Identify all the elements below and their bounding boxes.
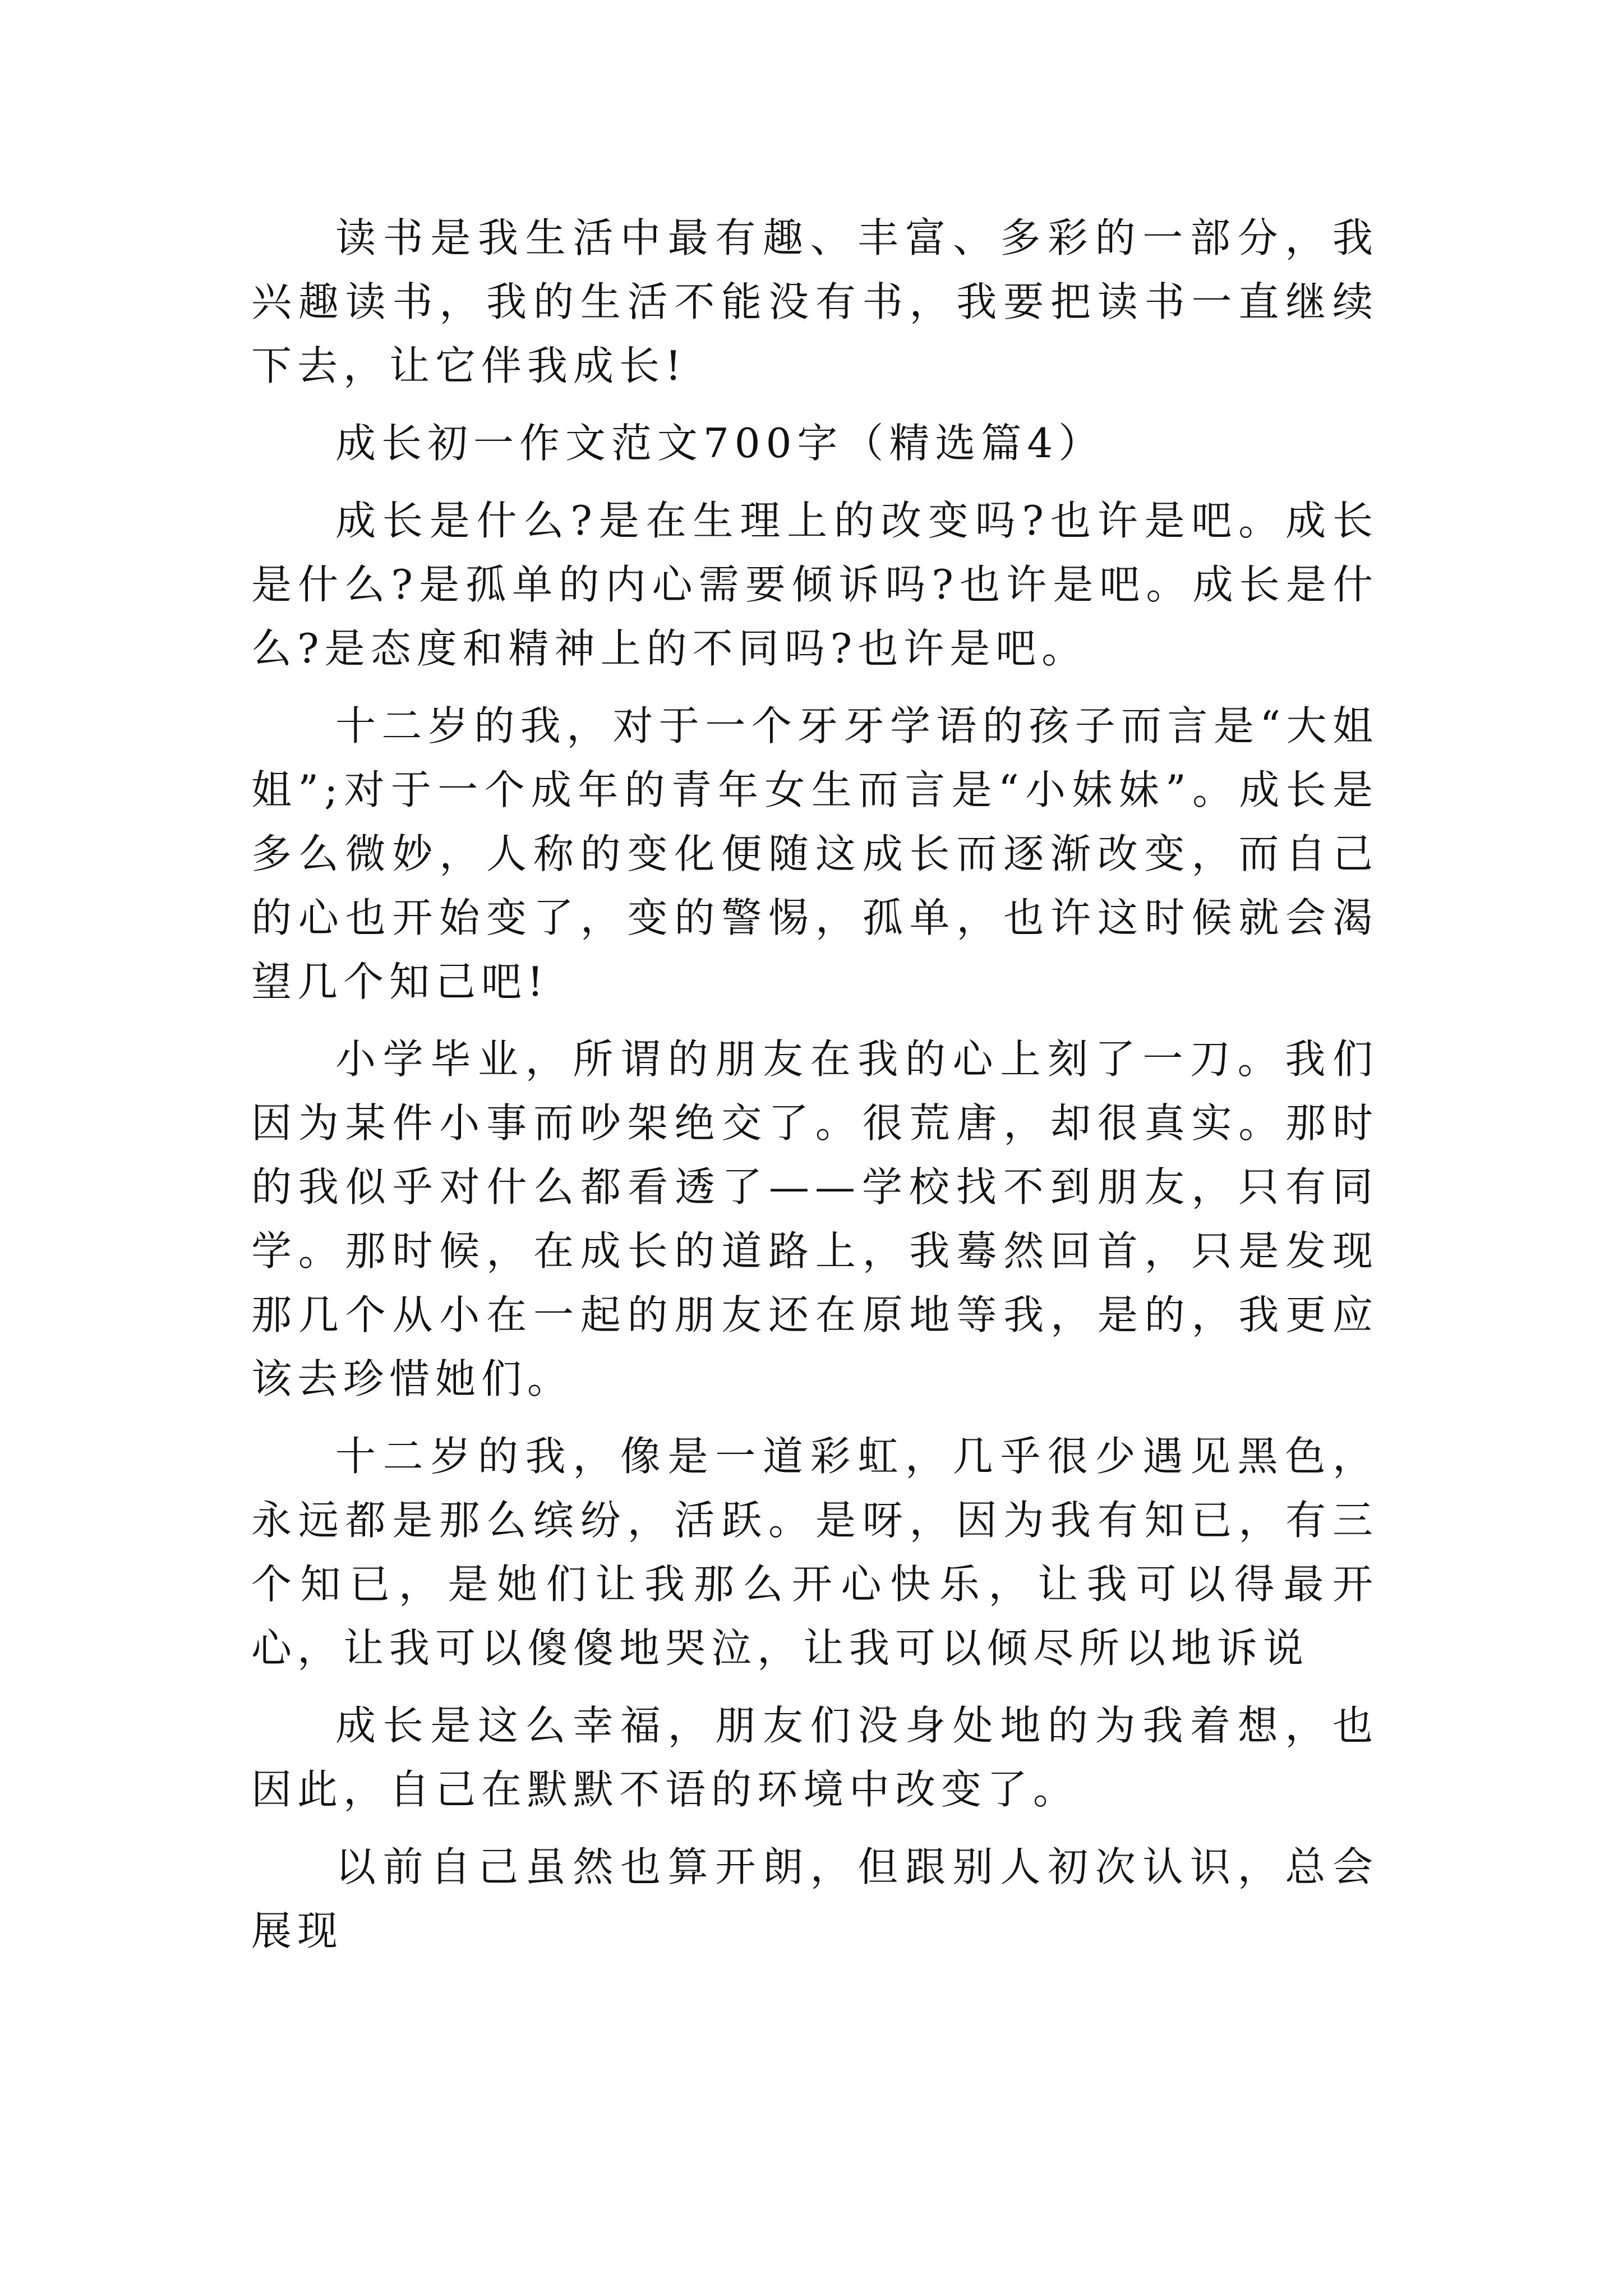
document-body xyxy=(251,206,1378,1976)
paragraph-reading: 读书是我生活中最有趣、丰富、多彩的一部分，我兴趣读书，我的生活不能没有书，我要把读书一直继续下去，让它伴我成长! xyxy=(251,214,1378,389)
paragraph-what-is-growth: 成长是什么?是在生理上的改变吗?也许是吧。成长是什么?是孤单的内心需要倾诉吗?也许是吧。成长是什么?是态度和精神上的不同吗?也许是吧。 xyxy=(251,497,1378,672)
paragraph-before: 以前自己虽然也算开朗，但跟别人初次认识，总会展现 xyxy=(251,1843,1378,1954)
essay-title: 成长初一作文范文700字（精选篇4） xyxy=(335,420,1105,467)
paragraph-twelve-years-old: 十二岁的我，对于一个牙牙学语的孩子而言是“大姐姐”;对于一个成年的青年女生而言是“小妹妹”。成长是多么微妙，人称的变化便随这成长而逐渐改变，而自己的心也开始变了，变的警惕，孤单，也许这时候就会渴望几个知己吧! xyxy=(251,702,1378,1005)
paragraph-happiness: 成长是这么幸福，朋友们没身处地的为我着想，也因此，自己在默默不语的环境中改变了。 xyxy=(251,1702,1378,1813)
paragraph-rainbow: 十二岁的我，像是一道彩虹，几乎很少遇见黑色，永远都是那么缤纷，活跃。是呀，因为我有知已，有三个知已，是她们让我那么开心快乐，让我可以得最开心，让我可以傻傻地哭泣，让我可以倾尽所以地诉说 xyxy=(251,1433,1378,1672)
paragraph-graduation: 小学毕业，所谓的朋友在我的心上刻了一刀。我们因为某件小事而吵架绝交了。很荒唐，却很真实。那时的我似乎对什么都看透了——学校找不到朋友，只有同学。那时候，在成长的道路上，我蓦然回首，只是发现那几个从小在一起的朋友还在原地等我，是的，我更应该去珍惜她们。 xyxy=(251,1036,1378,1402)
